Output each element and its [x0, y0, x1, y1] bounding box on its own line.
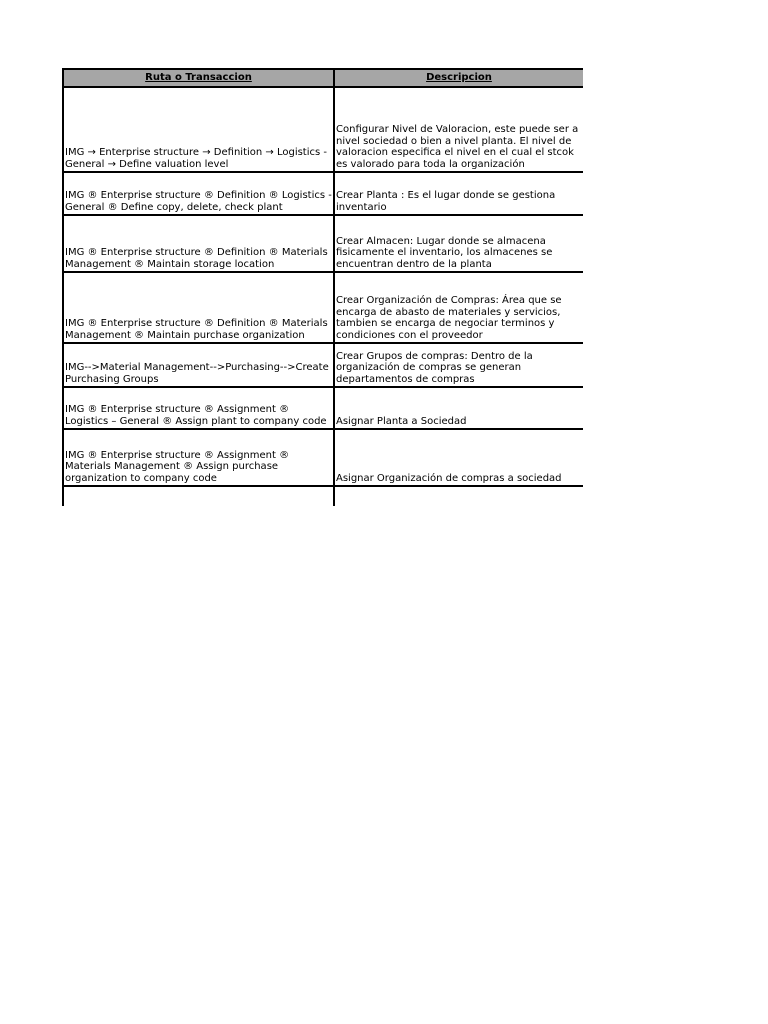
header-ruta: Ruta o Transaccion — [63, 69, 334, 87]
cell-ruta: IMG ® Enterprise structure ® Definition ® Logistics - General ® Define copy, delete, check plant — [63, 172, 334, 215]
table-row — [63, 343, 583, 387]
header-row — [63, 69, 583, 87]
cell-ruta: IMG ® Enterprise structure ® Definition ® Materials Management ® Maintain purchase organization — [63, 272, 334, 343]
cell-descripcion: Crear Organización de Compras: Área que se encarga de abasto de materiales y servicios, tambien se encarga de negociar terminos y condiciones con el proveedor — [334, 272, 583, 343]
cell-ruta: IMG ® Enterprise structure ® Assignment ® Materials Management ® Assign purchase organization to company code — [63, 429, 334, 486]
cell-descripcion: Asignar Organización de compras a sociedad — [334, 429, 583, 486]
cell-ruta: IMG ® Enterprise structure ® Definition ® Materials Management ® Maintain storage location — [63, 215, 334, 272]
cell-descripcion: Configurar Nivel de Valoracion, este puede ser a nivel sociedad o bien a nivel planta. El nivel de valoracion especifica el nivel en el cual el stcok es valorado para toda la organización — [334, 87, 583, 172]
cell-ruta: IMG → Enterprise structure → Definition → Logistics - General → Define valuation level — [63, 87, 334, 172]
table-row — [63, 429, 583, 486]
table-row — [63, 215, 583, 272]
transaction-table — [62, 68, 583, 506]
table-row — [63, 87, 583, 172]
cell-empty — [63, 486, 334, 506]
cell-descripcion: Crear Grupos de compras: Dentro de la organización de compras se generan departamentos de compras — [334, 343, 583, 387]
empty-row — [63, 486, 583, 506]
cell-descripcion: Crear Almacen: Lugar donde se almacena fisicamente el inventario, los almacenes se encuentran dentro de la planta — [334, 215, 583, 272]
cell-empty — [334, 486, 583, 506]
cell-ruta: IMG-->Material Management-->Purchasing-->Create Purchasing Groups — [63, 343, 334, 387]
table-row — [63, 387, 583, 429]
table-row — [63, 172, 583, 215]
cell-ruta: IMG ® Enterprise structure ® Assignment ® Logistics – General ® Assign plant to company code — [63, 387, 334, 429]
cell-descripcion: Crear Planta : Es el lugar donde se gestiona inventario — [334, 172, 583, 215]
header-descripcion: Descripcion — [334, 69, 583, 87]
table-row — [63, 272, 583, 343]
cell-descripcion: Asignar Planta a Sociedad — [334, 387, 583, 429]
